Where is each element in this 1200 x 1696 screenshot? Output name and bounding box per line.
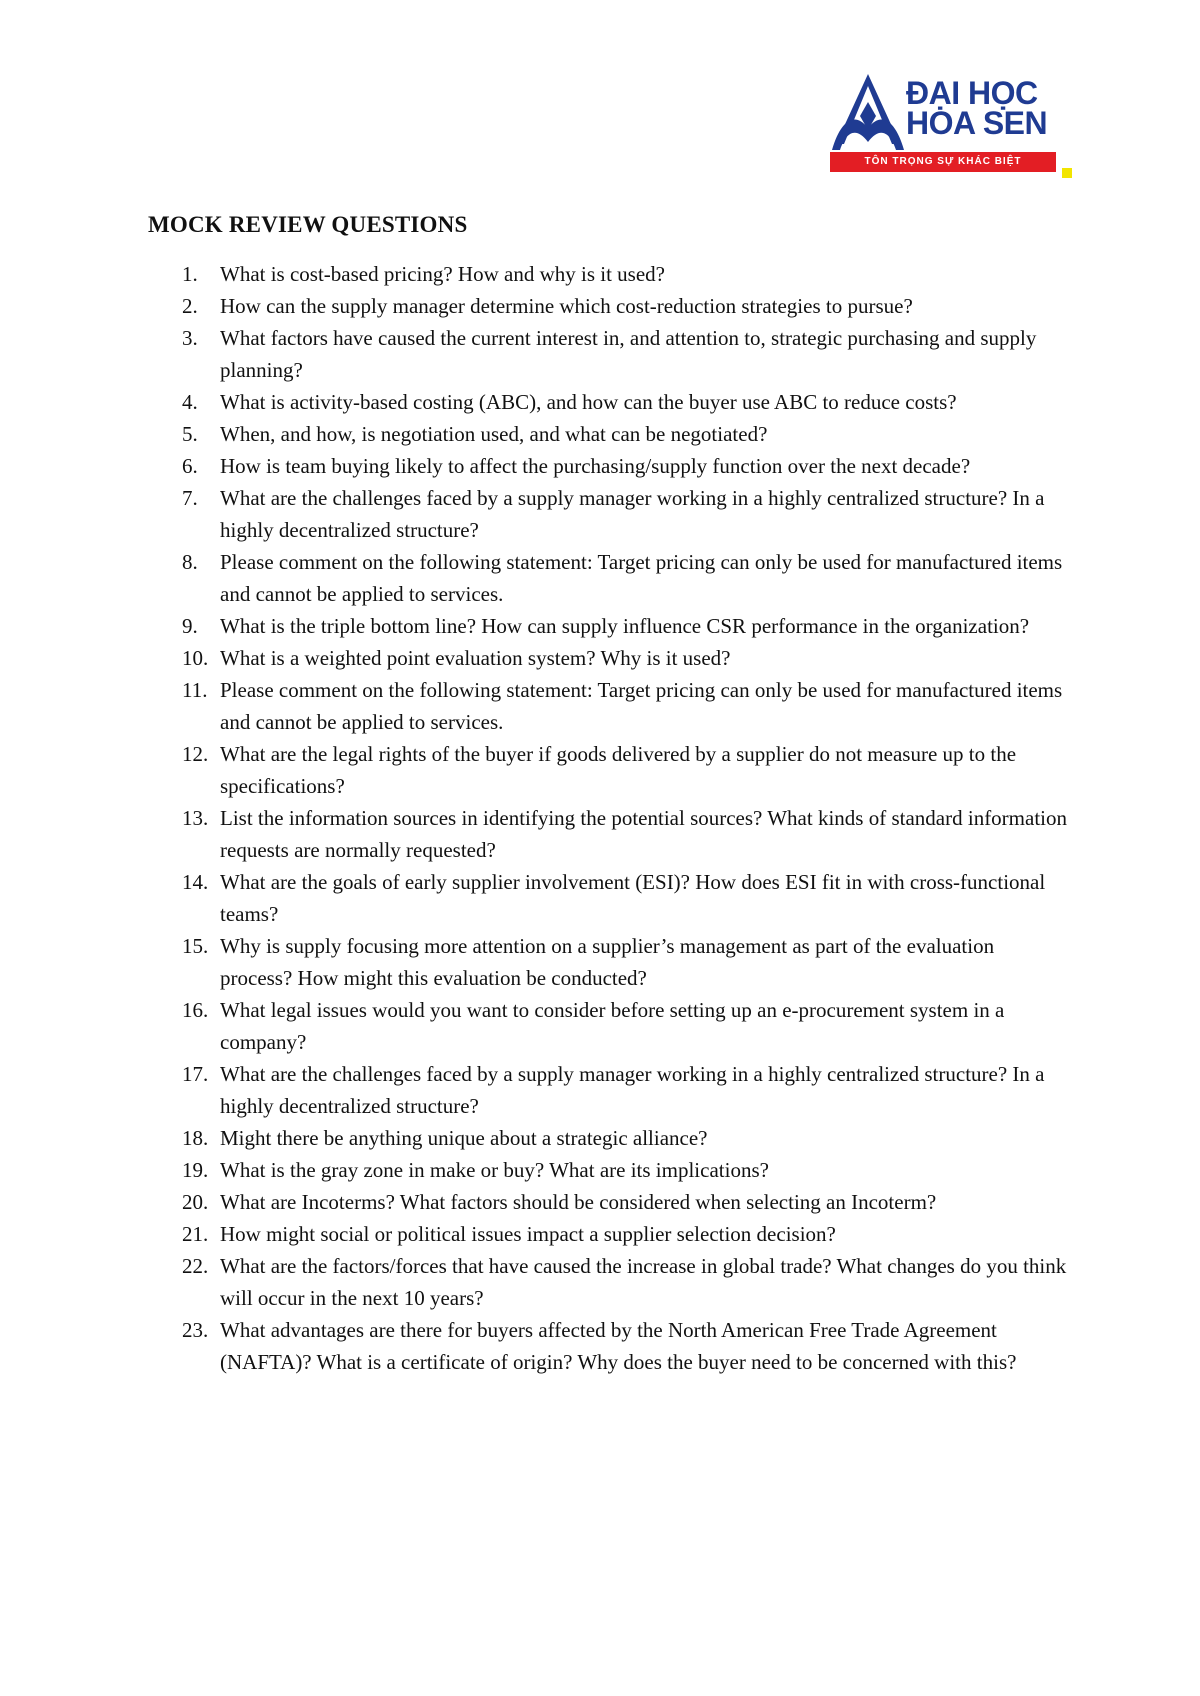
question-text: What are the challenges faced by a supply manager working in a highly centralized structure? In a highly decentralized structure?: [220, 1062, 1045, 1118]
logo-wordmark: [906, 75, 1048, 141]
question-number: 19.: [182, 1158, 209, 1182]
question-text: Might there be anything unique about a strategic alliance?: [220, 1126, 708, 1150]
question-item: [148, 546, 1078, 610]
question-number: 1.: [182, 262, 198, 286]
question-item: [148, 1122, 1078, 1154]
question-number: 13.: [182, 806, 209, 830]
question-text: What are the goals of early supplier involvement (ESI)? How does ESI fit in with cross-functional teams?: [220, 870, 1046, 926]
question-number: 23.: [182, 1318, 209, 1342]
question-number: 21.: [182, 1222, 209, 1246]
question-item: [148, 258, 1078, 290]
question-text: What is the gray zone in make or buy? What are its implications?: [220, 1158, 769, 1182]
question-text: What is cost-based pricing? How and why is it used?: [220, 262, 665, 286]
question-item: [148, 482, 1078, 546]
question-text: How can the supply manager determine which cost-reduction strategies to pursue?: [220, 294, 913, 318]
question-number: 18.: [182, 1126, 209, 1150]
logo-line-2: HOA SEN: [906, 105, 1048, 141]
question-number: 4.: [182, 390, 198, 414]
logo-line-1: ĐẠI HỌC: [906, 75, 1038, 111]
logo-accent-dot: [1062, 168, 1072, 178]
question-item: [148, 1218, 1078, 1250]
question-number: 20.: [182, 1190, 209, 1214]
question-number: 7.: [182, 486, 198, 510]
question-number: 14.: [182, 870, 209, 894]
question-text: When, and how, is negotiation used, and what can be negotiated?: [220, 422, 768, 446]
question-number: 17.: [182, 1062, 209, 1086]
question-text: What advantages are there for buyers affected by the North American Free Trade Agreement (NAFTA)? What is a certificate of origin? Why does the buyer need to be concerned with this?: [220, 1318, 1017, 1374]
logo-tagline: TÔN TRỌNG SỰ KHÁC BIỆT: [830, 152, 1056, 172]
question-item: [148, 386, 1078, 418]
page-title: MOCK REVIEW QUESTIONS: [148, 212, 468, 237]
question-item: [148, 802, 1078, 866]
question-text: Please comment on the following statement: Target pricing can only be used for manufactured items and cannot be applied to services.: [220, 678, 1063, 734]
question-item: [148, 1154, 1078, 1186]
question-number: 16.: [182, 998, 209, 1022]
question-item: [148, 610, 1078, 642]
question-list: [148, 258, 1078, 1378]
question-item: [148, 418, 1078, 450]
question-item: [148, 642, 1078, 674]
question-text: What are the legal rights of the buyer if goods delivered by a supplier do not measure up to the specifications?: [220, 742, 1017, 798]
question-item: [148, 1250, 1078, 1314]
question-text: How might social or political issues impact a supplier selection decision?: [220, 1222, 836, 1246]
question-item: [148, 1058, 1078, 1122]
question-number: 15.: [182, 934, 209, 958]
question-text: List the information sources in identifying the potential sources? What kinds of standard information requests are normally requested?: [220, 806, 1068, 862]
question-number: 2.: [182, 294, 198, 318]
question-text: What factors have caused the current interest in, and attention to, strategic purchasing and supply planning?: [220, 326, 1037, 382]
question-item: [148, 290, 1078, 322]
question-text: What is activity-based costing (ABC), and how can the buyer use ABC to reduce costs?: [220, 390, 957, 414]
question-number: 8.: [182, 550, 198, 574]
question-item: [148, 1186, 1078, 1218]
question-text: What are the factors/forces that have caused the increase in global trade? What changes do you think will occur in the next 10 years?: [220, 1254, 1067, 1310]
question-item: [148, 450, 1078, 482]
question-number: 5.: [182, 422, 198, 446]
question-item: [148, 994, 1078, 1058]
university-logo: [830, 68, 1070, 180]
question-number: 12.: [182, 742, 209, 766]
question-number: 22.: [182, 1254, 209, 1278]
question-item: [148, 322, 1078, 386]
question-text: What legal issues would you want to consider before setting up an e-procurement system in a company?: [220, 998, 1005, 1054]
question-text: What are the challenges faced by a supply manager working in a highly centralized structure? In a highly decentralized structure?: [220, 486, 1045, 542]
question-text: What are Incoterms? What factors should be considered when selecting an Incoterm?: [220, 1190, 937, 1214]
question-text: Please comment on the following statement: Target pricing can only be used for manufactured items and cannot be applied to services.: [220, 550, 1063, 606]
lotus-mountain-logo-icon: [830, 72, 906, 152]
question-item: [148, 674, 1078, 738]
question-number: 9.: [182, 614, 198, 638]
question-number: 3.: [182, 326, 198, 350]
question-number: 6.: [182, 454, 198, 478]
question-item: [148, 1314, 1078, 1378]
question-number: 11.: [182, 678, 208, 702]
question-item: [148, 866, 1078, 930]
question-text: What is a weighted point evaluation system? Why is it used?: [220, 646, 731, 670]
question-text: What is the triple bottom line? How can supply influence CSR performance in the organization?: [220, 614, 1030, 638]
question-text: Why is supply focusing more attention on a supplier’s management as part of the evaluation process? How might this evaluation be conducted?: [220, 934, 995, 990]
question-text: How is team buying likely to affect the purchasing/supply function over the next decade?: [220, 454, 971, 478]
question-item: [148, 738, 1078, 802]
question-item: [148, 930, 1078, 994]
question-number: 10.: [182, 646, 209, 670]
